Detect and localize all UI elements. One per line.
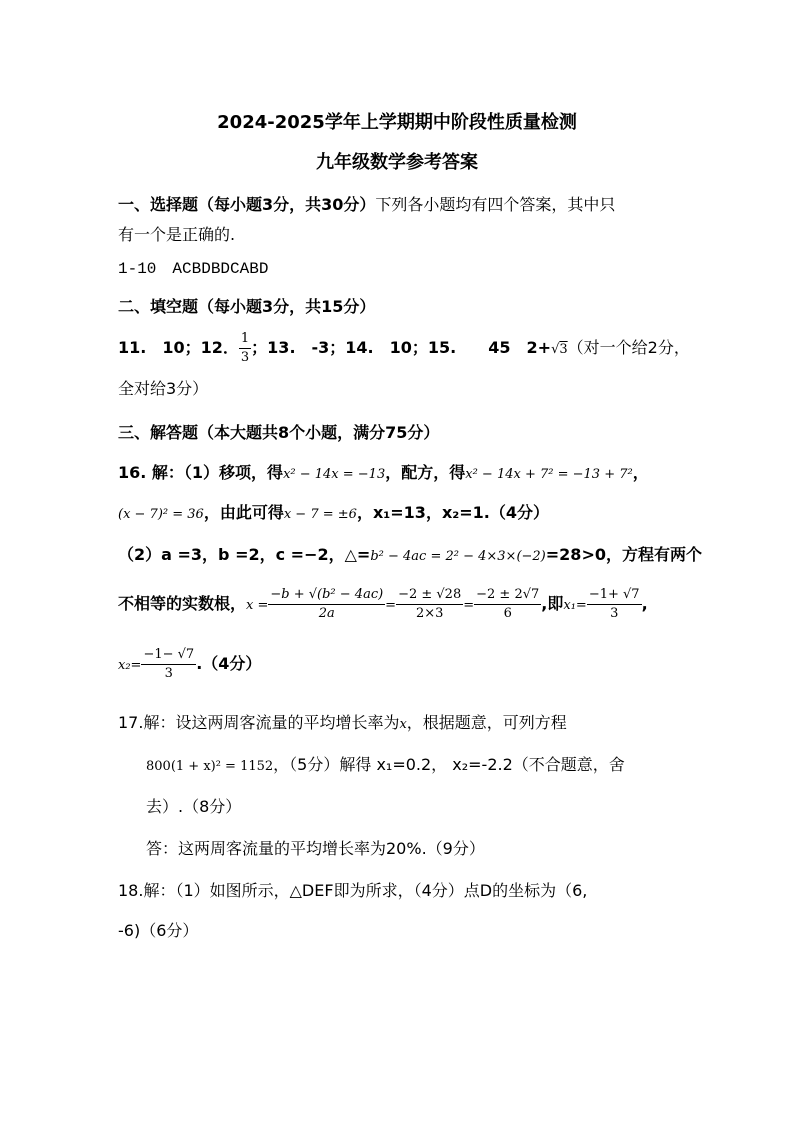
q18-line2: -6)（6分） — [118, 921, 199, 940]
q16-simplified-numerator: −2 ± 2√7 — [474, 586, 541, 605]
q16-x2-denominator: 3 — [164, 666, 173, 681]
section-3-heading: 三、解答题（本大题共8个小题，满分75分） — [118, 423, 440, 442]
section-1-description: 下列各小题均有四个答案，其中只 — [375, 195, 616, 214]
q16-equation-2: x² − 14x + 7² = −13 + 7² — [465, 467, 633, 482]
q16-x1-numerator: −1+ √7 — [587, 586, 642, 605]
q17-line1 — [118, 710, 567, 733]
choice-answers: 1-10 ACBDBDCABD — [118, 260, 269, 278]
q16-equation-4: x − 7 = ±6 — [283, 507, 357, 522]
fill-answers — [118, 330, 690, 367]
q16-substituted-denominator: 2×3 — [415, 606, 444, 621]
q16-x1-fraction — [587, 586, 642, 623]
q16-x2-fraction — [141, 646, 196, 683]
q16-formula-numerator: −b + √(b² − 4ac) — [268, 586, 385, 605]
q16-substituted-numerator: −2 ± √28 — [396, 586, 463, 605]
q16-simplified-fraction — [474, 586, 541, 623]
q16-part2-line2: 不相等的实数根，x = $\frac{\text{−b + √(b² − 4ac)}}{2a}$ = $\frac{-2 \pm √28}{2\times 3}$ = $\frac{-2 \pm 2√7}{6}$ ,即x₁= $\frac{-1+ √7}{3}$ , — [118, 587, 648, 621]
q13-15-answers: ；13. -3；14. 10；15. 45 2+ — [251, 338, 552, 357]
q16-substituted-fraction — [396, 586, 463, 623]
section-2-heading: 二、填空题（每小题3分，共15分） — [118, 297, 376, 316]
q16-x-label: x = — [246, 598, 269, 613]
q16-equation-1: x² − 14x = −13 — [283, 467, 386, 482]
q16-x1-label: x₁= — [563, 598, 587, 613]
q12-fraction — [239, 330, 251, 367]
q16-x2-numerator: −1− √7 — [141, 646, 196, 665]
q16-comma: ， — [632, 463, 649, 482]
q16-formula-fraction — [268, 586, 385, 623]
sqrt-sign: √ — [551, 342, 560, 357]
q17-line3: 去）.（8分） — [146, 797, 242, 816]
q16-unequal-roots: 不相等的实数根， — [118, 594, 247, 613]
page-title: 2024-2025学年上学期期中阶段性质量检测 — [217, 112, 577, 133]
q15-scoring-note: （对一个给2分， — [567, 338, 690, 357]
section-1-description-cont: 有一个是正确的. — [118, 225, 236, 244]
q16-intro: 16. 解：（1）移项，得 — [118, 463, 284, 482]
q16-discriminant: b² − 4ac = 2² − 4×3×(−2) — [370, 549, 546, 564]
q16-part1-line1 — [118, 460, 649, 483]
q16-x1-denominator: 3 — [610, 606, 619, 621]
page-subtitle: 九年级数学参考答案 — [316, 152, 478, 173]
q16-two-roots: =28>0，方程有两个 — [545, 545, 702, 564]
q17-intro: 17.解：设这两周客流量的平均增长率为 — [118, 713, 400, 732]
q18-line1: 18.解：（1）如图所示，△DEF即为所求，（4分）点D的坐标为（6, — [118, 881, 588, 900]
q16-equation-3: (x − 7)² = 36 — [118, 507, 204, 522]
q16-part2-coefficients: （2）a =3，b =2，c =−2，△= — [118, 545, 371, 564]
q16-score: .（4分） — [196, 654, 262, 673]
q16-part2-line3 — [118, 646, 261, 683]
q17-setup: ，根据题意，可列方程 — [406, 713, 567, 732]
q15-scoring-note-cont: 全对给3分） — [118, 379, 209, 398]
sqrt3-radicand: 3 — [559, 342, 568, 357]
q16-roots: ，x₁=13，x₂=1.（4分） — [356, 503, 550, 522]
q16-x2-label: x₂= — [118, 658, 142, 673]
q16-thus: ，由此可得 — [203, 503, 284, 522]
q16-simplified-denominator: 6 — [503, 606, 512, 621]
q16-complete-square: ，配方，得 — [385, 463, 466, 482]
section-1-heading: 一、选择题（每小题3分，共30分） — [118, 195, 376, 214]
q17-solution: ，（5分）解得 x₁=0.2， x₂=-2.2（不合题意，舍 — [273, 755, 625, 774]
q17-variable: x — [399, 717, 407, 732]
q12-denominator: 3 — [240, 350, 250, 365]
q17-line2 — [146, 752, 625, 775]
section-1 — [118, 192, 615, 215]
q17-answer: 答：这两周客流量的平均增长率为20%.（9分） — [146, 839, 485, 858]
q12-numerator: 1 — [239, 330, 251, 349]
q16-formula-denominator: 2a — [318, 606, 335, 621]
q16-namely: ,即 — [541, 594, 564, 613]
q16-part2-line1 — [118, 542, 702, 565]
q11-answer: 11. 10；12． — [118, 338, 239, 357]
q17-equation: 800(1 + x)² = 1152 — [146, 759, 274, 774]
q16-part1-line2 — [118, 500, 549, 523]
